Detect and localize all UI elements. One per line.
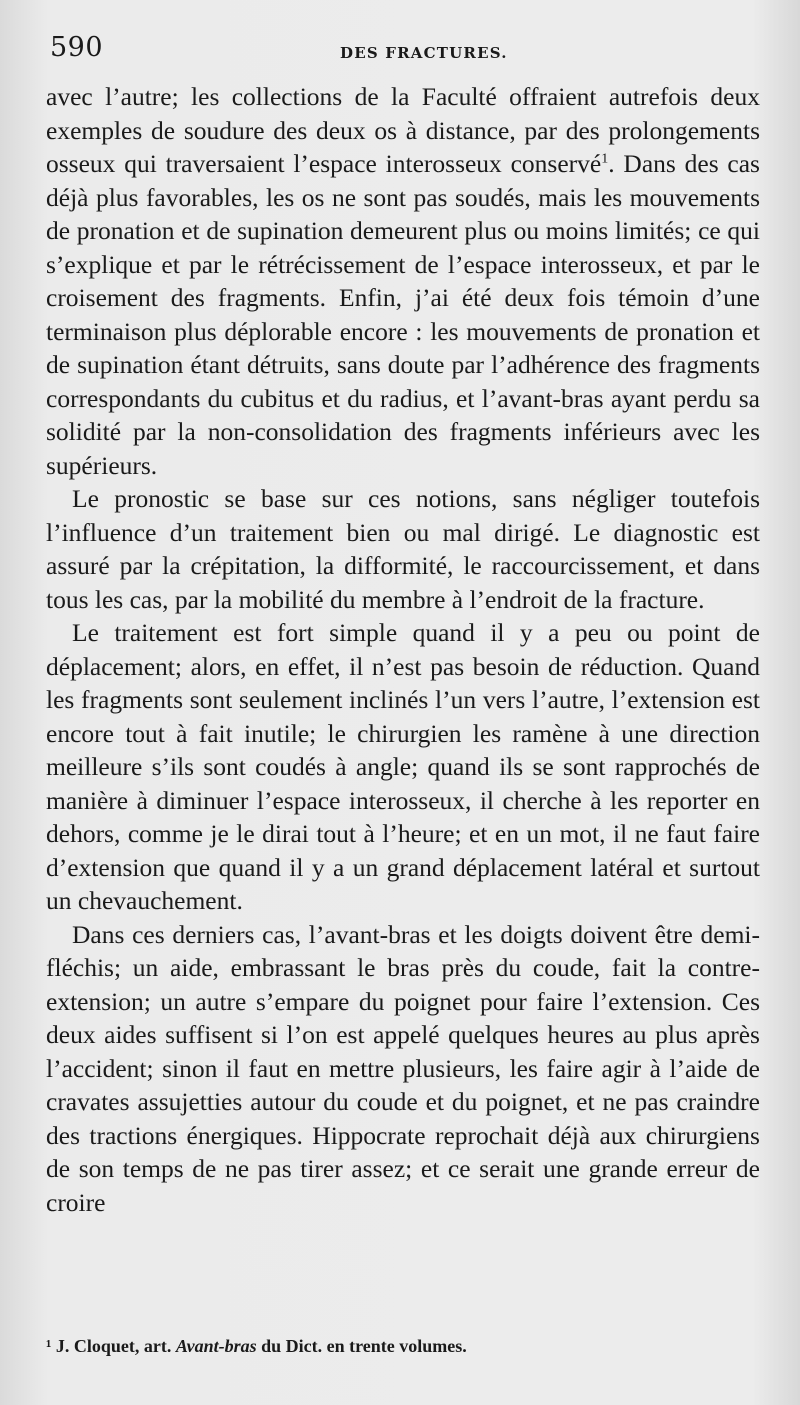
paragraph-pronostic: Le pronostic se base sur ces notions, sans négliger toutefois l’influence d’un traitement bien ou mal dirigé. Le diagnostic est assuré par la crépitation, la difformité, le raccourcissement, et dans tous les cas, par la mobilité du membre à l’endroit de la fracture. [46,484,760,614]
running-head: DES FRACTURES. [340,44,508,62]
page-header [50,32,760,68]
paragraph-continuation [46,80,760,482]
body-text [46,80,760,1219]
footnote-title: Avant-bras [175,1336,257,1356]
footnote-reference: 1 [601,151,609,167]
footnote [46,1336,760,1357]
page-number: 590 [50,32,104,63]
paragraph-derniers-cas: Dans ces derniers cas, l’avant-bras et les doigts doivent être demi-fléchis; un aide, embrassant le bras près du coude, fait la contre-extension; un autre s’empare du poignet pour faire l’extension. Ces deux aides suffisent si l’on est appelé quelques heures au plus après l’accident; sinon il faut en mettre plusieurs, les faire agir à l’aide de cravates assujetties autour du coude et du poignet, et ne pas craindre des tractions énergiques. Hippocrate reprochait déjà aux chirurgiens de son temps de ne pas tirer assez; et ce serait une grande erreur de croire [46,919,760,1217]
paragraph-text: . Dans des cas déjà plus favorables, les os ne sont pas soudés, mais les mouvements de pronation et de supination demeurent plus ou moins limités; ce qui s’explique et par le rétrécissement de l’espace interosseux, et par le croisement des fragments. Enfin, j’ai été deux fois témoin d’une terminaison plus déplorable encore : les mouvements de pronation et de supination étant détruits, sans doute par l’adhérence des fragments correspondants du cubitus et du radius, et l’avant-bras ayant perdu sa solidité par la non-consolidation des fragments inférieurs avec les supérieurs. [46,149,760,480]
footnote-mark: ¹ [46,1336,52,1356]
footnote-author: J. Cloquet, art. [55,1336,172,1356]
paragraph-traitement: Le traitement est fort simple quand il y a peu ou point de déplacement; alors, en effet, il n’est pas besoin de réduction. Quand les fragments sont seulement inclinés l’un vers l’autre, l’extension est encore tout à fait inutile; le chirurgien les ramène à une direction meilleure s’ils sont coudés à angle; quand ils se sont rapprochés de manière à diminuer l’espace interosseux, il cherche à les reporter en dehors, comme je le dirai tout à l’heure; et en un mot, il ne faut faire d’extension que quand il y a un grand déplacement latéral et surtout un chevauchement. [46,618,760,915]
footnote-rest: du Dict. en trente volumes. [261,1336,467,1356]
paragraph-text: avec l’autre; les collections de la Faculté offraient autrefois deux exemples de soudure des deux os à distance, par des prolongements osseux qui traversaient l’espace interosseux conservé [46,82,760,178]
